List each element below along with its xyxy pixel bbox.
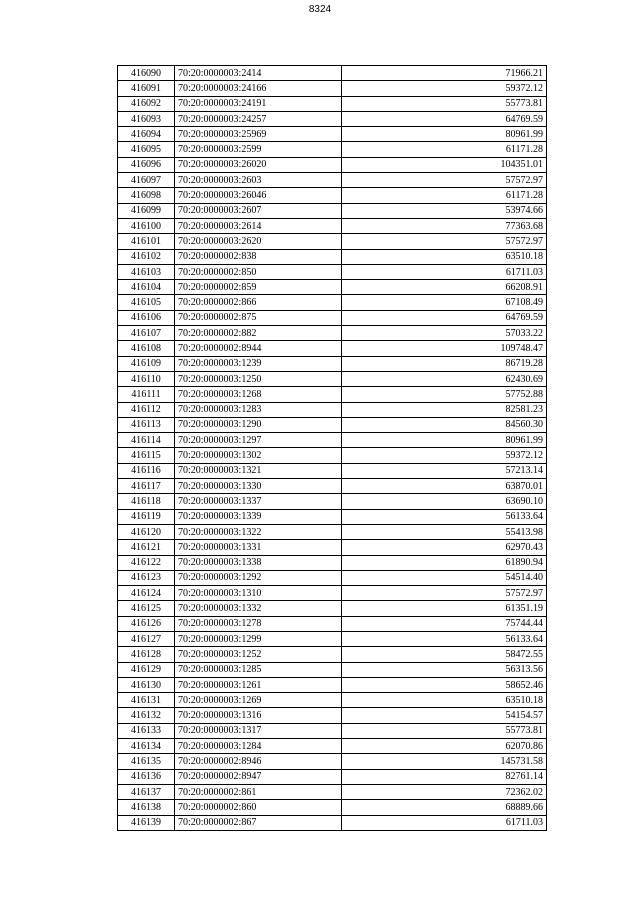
table-row [118,586,547,601]
value-cell: 64769.59 [342,310,547,325]
row-number-cell: 416129 [118,662,175,677]
row-number-cell: 416122 [118,555,175,570]
row-number-cell: 416115 [118,448,175,463]
cadastral-code-cell: 70:20:0000003:1261 [175,677,342,692]
row-number-cell: 416124 [118,586,175,601]
table-row [118,66,547,81]
value-cell: 61171.28 [342,142,547,157]
value-cell: 59372.12 [342,81,547,96]
row-number-cell: 416116 [118,463,175,478]
value-cell: 54154.57 [342,708,547,723]
row-number-cell: 416097 [118,173,175,188]
cadastral-code-cell: 70:20:0000003:1339 [175,509,342,524]
row-number-cell: 416099 [118,203,175,218]
row-number-cell: 416114 [118,433,175,448]
table-row [118,448,547,463]
table-row [118,800,547,815]
cadastral-code-cell: 70:20:0000003:1252 [175,647,342,662]
cadastral-code-cell: 70:20:0000002:8947 [175,769,342,784]
table-row [118,723,547,738]
value-cell: 57572.97 [342,586,547,601]
table-row [118,264,547,279]
row-number-cell: 416112 [118,402,175,417]
cadastral-code-cell: 70:20:0000003:1292 [175,570,342,585]
cadastral-code-cell: 70:20:0000003:1317 [175,723,342,738]
table-row [118,280,547,295]
cadastral-code-cell: 70:20:0000003:1299 [175,631,342,646]
table-row [118,356,547,371]
cadastral-code-cell: 70:20:0000003:1322 [175,524,342,539]
cadastral-code-cell: 70:20:0000003:1269 [175,693,342,708]
page-number: 8324 [308,4,332,15]
row-number-cell: 416120 [118,524,175,539]
value-cell: 53974.66 [342,203,547,218]
value-cell: 62430.69 [342,371,547,386]
value-cell: 82581.23 [342,402,547,417]
table-row [118,371,547,386]
table-row [118,555,547,570]
row-number-cell: 416107 [118,326,175,341]
cadastral-code-cell: 70:20:0000003:2599 [175,142,342,157]
row-number-cell: 416090 [118,66,175,81]
value-cell: 57752.88 [342,387,547,402]
row-number-cell: 416111 [118,387,175,402]
value-cell: 61890.94 [342,555,547,570]
table-row [118,249,547,264]
table-row [118,387,547,402]
row-number-cell: 416118 [118,494,175,509]
value-cell: 67108.49 [342,295,547,310]
cadastral-code-cell: 70:20:0000003:26020 [175,157,342,172]
row-number-cell: 416134 [118,739,175,754]
value-cell: 59372.12 [342,448,547,463]
value-cell: 54514.40 [342,570,547,585]
cadastral-code-cell: 70:20:0000003:1332 [175,601,342,616]
row-number-cell: 416136 [118,769,175,784]
table-row [118,708,547,723]
row-number-cell: 416109 [118,356,175,371]
value-cell: 56313.56 [342,662,547,677]
cadastral-code-cell: 70:20:0000002:850 [175,264,342,279]
value-cell: 56133.64 [342,509,547,524]
row-number-cell: 416139 [118,815,175,830]
cadastral-code-cell: 70:20:0000003:1302 [175,448,342,463]
row-number-cell: 416119 [118,509,175,524]
cadastral-code-cell: 70:20:0000002:867 [175,815,342,830]
value-cell: 109748.47 [342,341,547,356]
cadastral-code-cell: 70:20:0000003:1239 [175,356,342,371]
cadastral-code-cell: 70:20:0000002:875 [175,310,342,325]
row-number-cell: 416135 [118,754,175,769]
row-number-cell: 416127 [118,631,175,646]
value-cell: 77363.68 [342,218,547,233]
registry-table-body [118,66,547,831]
row-number-cell: 416117 [118,479,175,494]
cadastral-code-cell: 70:20:0000003:1321 [175,463,342,478]
cadastral-code-cell: 70:20:0000003:26046 [175,188,342,203]
row-number-cell: 416094 [118,127,175,142]
value-cell: 145731.58 [342,754,547,769]
table-row [118,616,547,631]
table-row [118,570,547,585]
row-number-cell: 416106 [118,310,175,325]
cadastral-code-cell: 70:20:0000003:1290 [175,417,342,432]
cadastral-code-cell: 70:20:0000003:1331 [175,540,342,555]
table-row [118,341,547,356]
cadastral-code-cell: 70:20:0000003:1310 [175,586,342,601]
row-number-cell: 416125 [118,601,175,616]
value-cell: 68889.66 [342,800,547,815]
cadastral-code-cell: 70:20:0000003:1285 [175,662,342,677]
value-cell: 58472.55 [342,647,547,662]
cadastral-code-cell: 70:20:0000003:1250 [175,371,342,386]
cadastral-code-cell: 70:20:0000002:8944 [175,341,342,356]
row-number-cell: 416101 [118,234,175,249]
table-row [118,310,547,325]
value-cell: 72362.02 [342,784,547,799]
value-cell: 75744.44 [342,616,547,631]
value-cell: 63870.01 [342,479,547,494]
value-cell: 80961.99 [342,127,547,142]
row-number-cell: 416138 [118,800,175,815]
table-row [118,693,547,708]
row-number-cell: 416093 [118,111,175,126]
value-cell: 55413.98 [342,524,547,539]
row-number-cell: 416096 [118,157,175,172]
table-row [118,188,547,203]
table-row [118,754,547,769]
table-row [118,601,547,616]
value-cell: 55773.81 [342,723,547,738]
value-cell: 57213.14 [342,463,547,478]
row-number-cell: 416091 [118,81,175,96]
value-cell: 56133.64 [342,631,547,646]
cadastral-code-cell: 70:20:0000003:1268 [175,387,342,402]
cadastral-code-cell: 70:20:0000003:25969 [175,127,342,142]
row-number-cell: 416130 [118,677,175,692]
row-number-cell: 416108 [118,341,175,356]
cadastral-code-cell: 70:20:0000002:860 [175,800,342,815]
cadastral-code-cell: 70:20:0000003:1330 [175,479,342,494]
table-row [118,295,547,310]
row-number-cell: 416132 [118,708,175,723]
cadastral-code-cell: 70:20:0000003:2414 [175,66,342,81]
table-row [118,81,547,96]
cadastral-code-cell: 70:20:0000002:861 [175,784,342,799]
row-number-cell: 416098 [118,188,175,203]
cadastral-code-cell: 70:20:0000003:1338 [175,555,342,570]
table-row [118,142,547,157]
cadastral-code-cell: 70:20:0000003:1278 [175,616,342,631]
table-row [118,111,547,126]
value-cell: 66208.91 [342,280,547,295]
table-row [118,157,547,172]
row-number-cell: 416121 [118,540,175,555]
cadastral-code-cell: 70:20:0000002:882 [175,326,342,341]
cadastral-code-cell: 70:20:0000003:1337 [175,494,342,509]
cadastral-code-cell: 70:20:0000003:2620 [175,234,342,249]
table-row [118,662,547,677]
cadastral-code-cell: 70:20:0000003:2603 [175,173,342,188]
row-number-cell: 416126 [118,616,175,631]
cadastral-code-cell: 70:20:0000003:2614 [175,218,342,233]
value-cell: 104351.01 [342,157,547,172]
value-cell: 57033.22 [342,326,547,341]
table-row [118,234,547,249]
row-number-cell: 416133 [118,723,175,738]
row-number-cell: 416100 [118,218,175,233]
row-number-cell: 416123 [118,570,175,585]
table-row [118,402,547,417]
value-cell: 63690.10 [342,494,547,509]
row-number-cell: 416095 [118,142,175,157]
value-cell: 63510.18 [342,249,547,264]
row-number-cell: 416131 [118,693,175,708]
table-row [118,218,547,233]
table-row [118,739,547,754]
table-row [118,203,547,218]
row-number-cell: 416104 [118,280,175,295]
table-row [118,326,547,341]
row-number-cell: 416105 [118,295,175,310]
table-row [118,96,547,111]
table-row [118,677,547,692]
table-row [118,173,547,188]
cadastral-code-cell: 70:20:0000002:859 [175,280,342,295]
value-cell: 86719.28 [342,356,547,371]
table-row [118,494,547,509]
value-cell: 58652.46 [342,677,547,692]
value-cell: 61171.28 [342,188,547,203]
cadastral-code-cell: 70:20:0000003:24191 [175,96,342,111]
table-row [118,647,547,662]
value-cell: 64769.59 [342,111,547,126]
cadastral-code-cell: 70:20:0000003:1283 [175,402,342,417]
table-row [118,509,547,524]
value-cell: 55773.81 [342,96,547,111]
row-number-cell: 416137 [118,784,175,799]
value-cell: 61711.03 [342,264,547,279]
value-cell: 63510.18 [342,693,547,708]
row-number-cell: 416110 [118,371,175,386]
value-cell: 61711.03 [342,815,547,830]
value-cell: 84560.30 [342,417,547,432]
value-cell: 82761.14 [342,769,547,784]
cadastral-code-cell: 70:20:0000003:2607 [175,203,342,218]
row-number-cell: 416102 [118,249,175,264]
cadastral-code-cell: 70:20:0000003:1297 [175,433,342,448]
table-row [118,479,547,494]
cadastral-code-cell: 70:20:0000002:866 [175,295,342,310]
table-row [118,784,547,799]
value-cell: 61351.19 [342,601,547,616]
row-number-cell: 416092 [118,96,175,111]
value-cell: 71966.21 [342,66,547,81]
cadastral-code-cell: 70:20:0000003:24166 [175,81,342,96]
table-row [118,127,547,142]
cadastral-code-cell: 70:20:0000003:1284 [175,739,342,754]
table-row [118,631,547,646]
cadastral-code-cell: 70:20:0000003:1316 [175,708,342,723]
table-row [118,433,547,448]
table-row [118,769,547,784]
registry-table [117,65,547,831]
value-cell: 62070.86 [342,739,547,754]
cadastral-code-cell: 70:20:0000003:24257 [175,111,342,126]
value-cell: 80961.99 [342,433,547,448]
table-row [118,540,547,555]
value-cell: 62970.43 [342,540,547,555]
value-cell: 57572.97 [342,234,547,249]
table-row [118,463,547,478]
row-number-cell: 416128 [118,647,175,662]
table-row [118,815,547,830]
row-number-cell: 416103 [118,264,175,279]
cadastral-code-cell: 70:20:0000002:8946 [175,754,342,769]
cadastral-code-cell: 70:20:0000002:838 [175,249,342,264]
table-row [118,417,547,432]
table-row [118,524,547,539]
row-number-cell: 416113 [118,417,175,432]
value-cell: 57572.97 [342,173,547,188]
